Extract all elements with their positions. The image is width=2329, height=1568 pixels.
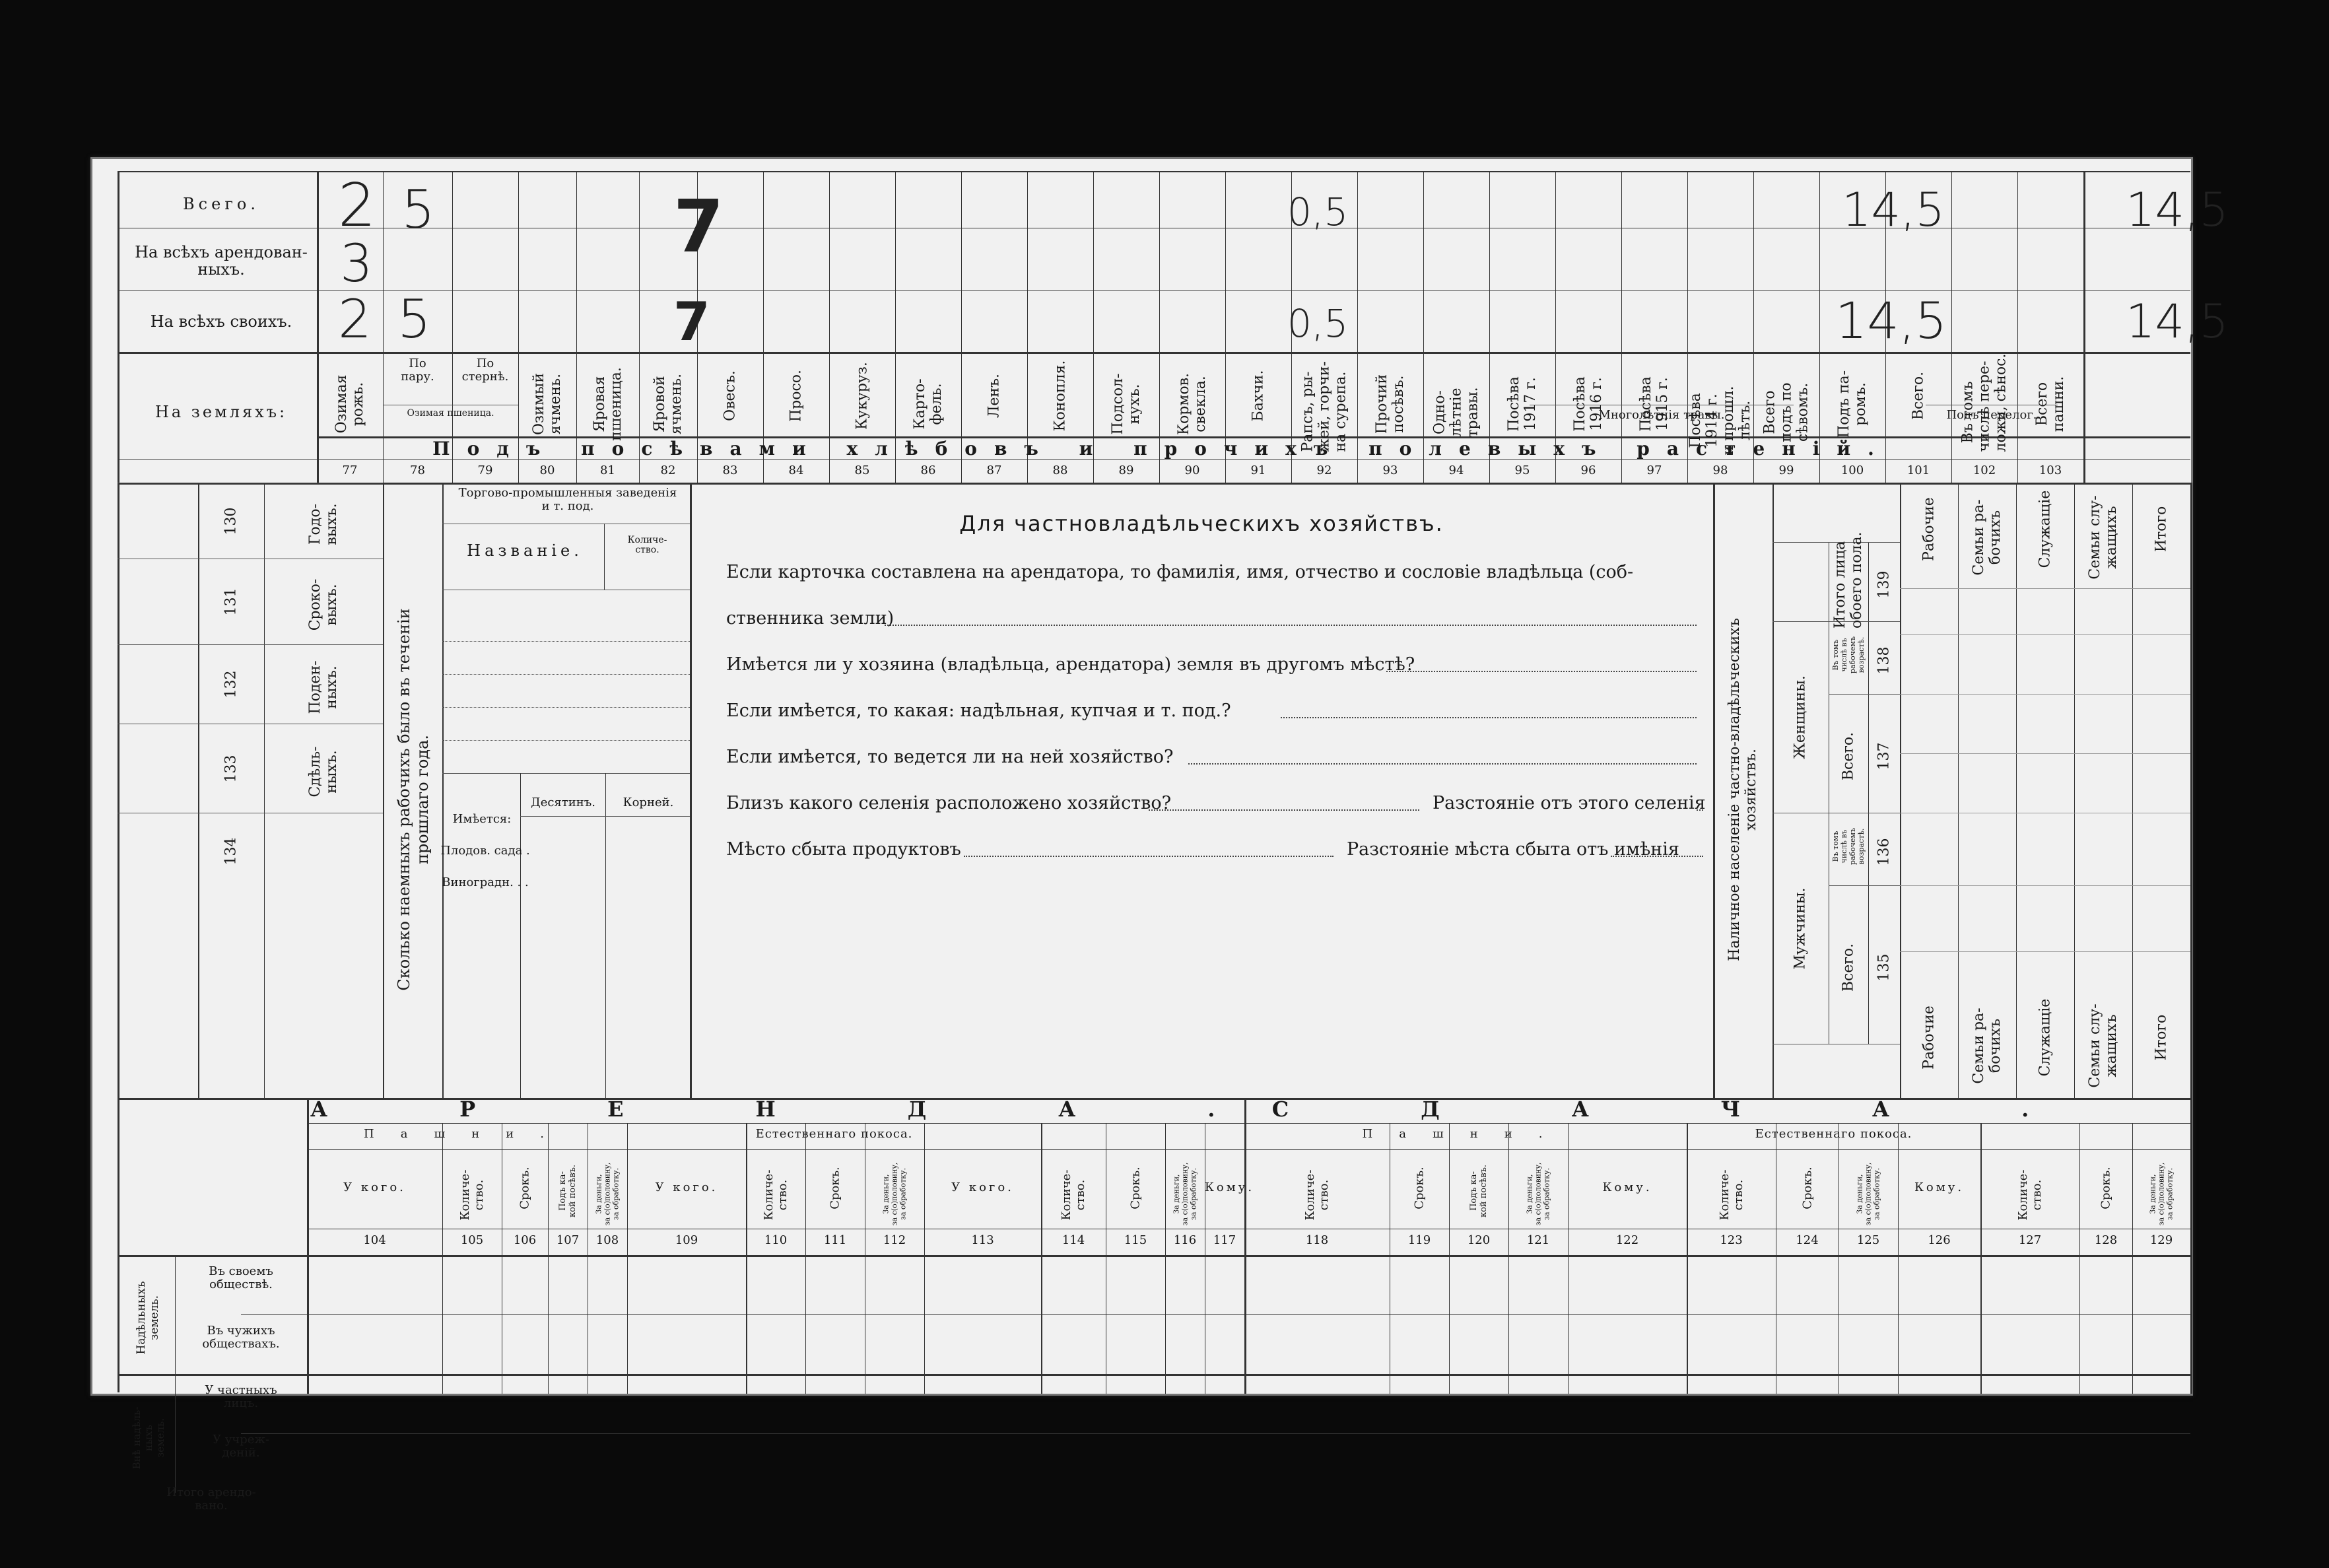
trade-title: Торгово-промышленныя заведенія и т. под. [458, 486, 677, 513]
hw-total-sum: 14,5 [1842, 183, 1945, 237]
col-num-84: 84 [788, 463, 804, 477]
bottom-head-u-kogo-0: У кого. [343, 1180, 406, 1194]
col-label-102: Въ томъ числѣ пере- ложи, сѣнос. [1959, 353, 2009, 452]
mnogoletnie: Многолѣтнія травы. [1598, 408, 1725, 422]
col-num-103: 103 [2039, 463, 2062, 477]
pop-vsego-w: Всего. [1840, 732, 1857, 781]
bottom-num-111: 111 [823, 1233, 847, 1247]
bottom-num-115: 115 [1124, 1233, 1147, 1247]
hw-own-sum: 14,5 [1835, 291, 1947, 350]
worker-num-132: 132 [222, 670, 240, 699]
col-label-94: Одно- лѣтніе травы. [1431, 387, 1481, 438]
bottom-head-za-dengi-25: За деньги, за с(о)половину, за обработку. [2148, 1162, 2175, 1226]
bottom-line [1980, 1123, 1982, 1394]
bottom-head-pod-kakoi-3: Подъ ка- кой посѣвъ. [558, 1164, 578, 1218]
bottom-head-kolvo-6: Количе- ство. [762, 1169, 790, 1221]
pop-num-137: 137 [1875, 742, 1893, 770]
col-line [383, 171, 384, 483]
worker-label-132: Поден- ныхъ. [307, 660, 340, 714]
bottom-line [548, 1123, 549, 1394]
pop-col-bot-4: Итого [2153, 1014, 2170, 1061]
ozimaya-pshenitsa: Озимая пшеница. [407, 408, 494, 419]
col-num-102: 102 [1973, 463, 1996, 477]
pop-vtom-w: Въ томъ числѣ въ рабочемъ возрастѣ. [1831, 636, 1866, 674]
hired-workers-caption: Сколько наемныхъ рабочихъ было въ теченіи прошлаго года. [395, 608, 432, 991]
bottom-head-srok-2: Срокъ. [518, 1167, 532, 1210]
col-line [1093, 171, 1094, 483]
col-line [1357, 171, 1358, 483]
private-q5: Близъ какого селенія расположено хозяйство? [726, 793, 1172, 813]
bottom-num-129: 129 [2149, 1233, 2173, 1247]
sad-label: Плодов. сада . [440, 844, 530, 858]
bottom-num-108: 108 [595, 1233, 619, 1247]
bottom-head-komu-18: Кому. [1602, 1180, 1652, 1194]
private-q2: Имѣется ли у хозяина (владѣльца, арендатора) земля въ другомъ мѣстѣ? [726, 654, 1415, 675]
bottom-head-kolvo-19: Количе- ство. [1717, 1169, 1745, 1221]
col-num-95: 95 [1514, 463, 1530, 477]
bottom-num-112: 112 [883, 1233, 906, 1247]
col-line [2083, 171, 2085, 483]
pop-line [1900, 694, 2190, 695]
pop-line [1900, 588, 2190, 589]
worker-label-131: Сроко- выхъ. [307, 578, 340, 631]
pop-num-135: 135 [1875, 953, 1893, 982]
hw-own-rye: 2 [338, 289, 372, 350]
crops-banner: Подъ посѣвами хлѣбовъ и прочихъ полевыхъ растеній. [432, 438, 1891, 460]
private-q6b: Разстояніе мѣста сбыта отъ имѣнія [1347, 839, 1679, 860]
col-num-97: 97 [1646, 463, 1662, 477]
private-q1: Если карточка составлена на арендатора, то фамилія, имя, отчество и сословіе владѣльца (соб- [726, 562, 1634, 582]
pop-line [1958, 483, 1959, 1098]
bottom-num-122: 122 [1615, 1233, 1639, 1247]
pop-women: Женщины. [1792, 675, 1809, 759]
bottom-num-119: 119 [1407, 1233, 1431, 1247]
col-label-81: Яровая пшеница. [591, 367, 624, 441]
bottom-head-kolvo-1: Количе- ство. [458, 1169, 486, 1221]
pop-vtom-m: Въ томъ числѣ въ рабочемъ возрастѣ. [1831, 827, 1866, 866]
col-num-85: 85 [854, 463, 870, 477]
col-label-101: Всего. [1910, 371, 1927, 421]
col-label-87: Ленъ. [986, 373, 1003, 419]
col-num-86: 86 [920, 463, 936, 477]
bottom-head-za-dengi-17: За деньги, за с(о)половину, за обработку. [1525, 1162, 1551, 1226]
pop-line [1900, 885, 2190, 886]
col-num-100: 100 [1840, 463, 1864, 477]
row-label-own: На всѣхъ своихъ. [150, 312, 292, 331]
col-line [639, 171, 640, 483]
arenda-header: АРЕНДА. [310, 1097, 1347, 1122]
pop-line [1900, 634, 2190, 635]
bottom-num-113: 113 [971, 1233, 994, 1247]
col-line [1621, 171, 1622, 483]
bottom-head-komu-22: Кому. [1914, 1180, 1965, 1194]
hw-total-pashnya: 14,5 [2126, 183, 2229, 237]
bottom-num-106: 106 [513, 1233, 537, 1247]
bottom-line [1898, 1123, 1899, 1394]
col-label-77: Озимая рожь. [333, 374, 366, 434]
col-label-83: Овесъ. [722, 370, 739, 421]
private-q4: Если имѣется, то ведется ли на ней хозяйство? [726, 747, 1174, 767]
bottom-num-110: 110 [764, 1233, 788, 1247]
bottom-head-srok-24: Срокъ. [2099, 1167, 2113, 1210]
bottom-group-1: Естественнаго покоса. [755, 1127, 913, 1141]
bottom-line [1041, 1123, 1042, 1394]
col-line [961, 171, 962, 483]
census-card [90, 157, 2229, 1513]
col-label-103: Всего пашни. [2034, 376, 2067, 432]
col-num-93: 93 [1382, 463, 1398, 477]
bottom-line [2132, 1123, 2133, 1394]
bottom-head-kolvo-10: Количе- ство. [1060, 1169, 1087, 1221]
col-label-93: Прочий посѣвъ. [1374, 374, 1407, 434]
col-line [452, 171, 453, 483]
bottom-num-116: 116 [1173, 1233, 1197, 1247]
col-num-99: 99 [1778, 463, 1794, 477]
private-q5b: Разстояніе отъ этого селенія [1433, 793, 1706, 813]
bottom-head-komu-13: Кому. [1205, 1180, 1255, 1194]
bottom-head-u-kogo-9: У кого. [951, 1180, 1014, 1194]
col-num-81: 81 [600, 463, 615, 477]
pop-line [2190, 483, 2192, 1098]
col-num-77: 77 [342, 463, 358, 477]
private-title: Для частновладѣльческихъ хозяйствъ. [959, 511, 1444, 536]
bottom-head-kolvo-23: Количе- ство. [2016, 1169, 2044, 1221]
bottom-num-104: 104 [363, 1233, 386, 1247]
bottom-group-3: Естественнаго покоса. [1755, 1127, 1912, 1141]
bottom-line [1244, 1123, 1246, 1394]
bottom-num-114: 114 [1062, 1233, 1085, 1247]
col-line [1555, 171, 1556, 483]
pop-itogo: Итого лица обоего пола. [1832, 531, 1865, 629]
hw-total-barley: 7 [673, 184, 724, 269]
bottom-line [805, 1123, 806, 1394]
col-num-101: 101 [1907, 463, 1930, 477]
col-label-100: Подъ па- ромъ. [1836, 370, 1869, 438]
pop-col-top-4: Итого [2153, 506, 2170, 553]
col-label-91: Бахчи. [1250, 370, 1267, 422]
bottom-num-121: 121 [1526, 1233, 1550, 1247]
col-line [1027, 171, 1028, 483]
sdacha-header: СДАЧА. [1271, 1097, 2161, 1122]
bottom-line [1449, 1123, 1450, 1394]
bottom-num-109: 109 [675, 1233, 698, 1247]
col-line [829, 171, 830, 483]
bottom-num-105: 105 [460, 1233, 484, 1247]
bottom-head-za-dengi-21: За деньги, за с(о)половину, за обработку. [1855, 1162, 1881, 1226]
col-line [1819, 171, 1820, 483]
worker-num-133: 133 [222, 755, 240, 782]
col-num-79: 79 [477, 463, 493, 477]
bottom-num-128: 128 [2094, 1233, 2118, 1247]
na-zemlyakh-label: На земляхъ: [154, 403, 288, 421]
bottom-num-107: 107 [556, 1233, 580, 1247]
bottom-num-125: 125 [1856, 1233, 1880, 1247]
col-num-89: 89 [1118, 463, 1134, 477]
col-num-90: 90 [1184, 463, 1200, 477]
col-line [1951, 171, 1952, 483]
bottom-num-120: 120 [1467, 1233, 1491, 1247]
col-label-85: Кукуруз. [854, 362, 871, 430]
col-line [2017, 171, 2018, 483]
worker-num-131: 131 [222, 588, 240, 616]
bottom-head-u-kogo-5: У кого. [655, 1180, 718, 1194]
pop-col-bot-3: Семьи слу- жащихъ [2087, 1004, 2120, 1088]
pop-line [1900, 951, 2190, 952]
bottom-num-126: 126 [1928, 1233, 1951, 1247]
hw-own-pashnya: 14,5 [2126, 294, 2229, 349]
bottom-num-124: 124 [1796, 1233, 1819, 1247]
vne-nadel-label: Внѣ надѣль- ныхъ земель. [131, 1406, 166, 1470]
col-line [1753, 171, 1754, 483]
hw-rented-rye: 3 [340, 234, 373, 294]
pop-line [2016, 483, 2017, 1098]
col-line [518, 171, 519, 483]
bottom-line [1568, 1123, 1569, 1394]
bottom-head-srok-20: Срокъ. [1800, 1167, 1814, 1210]
bottom-head-za-dengi-4: За деньги, за с(о)половину, за обработку. [594, 1162, 621, 1226]
worker-num-134: 134 [222, 837, 240, 865]
worker-num-130: 130 [222, 507, 240, 535]
col-label-90: Кормов. свекла. [1176, 372, 1209, 436]
pop-line [1868, 542, 1869, 1044]
hw-total-rye: 2 [338, 171, 376, 240]
pop-men: Мужчины. [1792, 887, 1809, 970]
col-line [763, 171, 764, 483]
private-q1b: ственника земли) [726, 608, 894, 629]
col-num-96: 96 [1580, 463, 1596, 477]
col-label-99: Всего подъ по сѣвомъ. [1761, 382, 1811, 442]
col-num-91: 91 [1250, 463, 1266, 477]
row-label-total: Всего. [183, 195, 259, 213]
worker-line [118, 644, 383, 645]
bottom-num-123: 123 [1720, 1233, 1743, 1247]
bottom-line [442, 1123, 443, 1394]
col-line [895, 171, 896, 483]
bottom-head-za-dengi-8: За деньги, за с(о)половину, за обработку. [881, 1162, 908, 1226]
pop-col-bot-1: Семьи ра- бочихъ [1971, 1007, 2004, 1084]
bottom-line [1508, 1123, 1509, 1394]
row-itogo: Итого арендо- вано. [166, 1485, 256, 1513]
bottom-num-127: 127 [2018, 1233, 2042, 1247]
pop-col-top-2: Служащіе [2037, 490, 2054, 568]
col-num-94: 94 [1448, 463, 1464, 477]
row-chastnykh: У частныхъ лицъ. [205, 1383, 277, 1410]
col-label-78: По пару. [401, 357, 434, 384]
hw-own-para: 5 [397, 289, 431, 350]
col-num-98: 98 [1712, 463, 1728, 477]
pop-col-bot-0: Рабочие [1920, 1006, 1938, 1070]
pod-perelog: Подъ перелог. [1946, 408, 2037, 422]
pop-num-138: 138 [1875, 646, 1893, 675]
col-line [1159, 171, 1160, 483]
bottom-head-za-dengi-12: За деньги, за с(о)половину, за обработку. [1172, 1162, 1198, 1226]
private-q6: Мѣсто сбыта продуктовъ [726, 839, 961, 860]
bottom-line [627, 1123, 628, 1394]
hw-total-para: 5 [401, 179, 435, 240]
bottom-line [2190, 1098, 2192, 1394]
col-line [1423, 171, 1424, 483]
col-num-78: 78 [410, 463, 425, 477]
pop-col-top-1: Семьи ра- бочихъ [1971, 499, 2004, 576]
desyatin-header: Десятинъ. [531, 796, 595, 809]
pop-vsego-m: Всего. [1840, 943, 1857, 992]
vinograd-label: Виноградн. . . [442, 875, 529, 889]
col-num-83: 83 [722, 463, 738, 477]
col-num-87: 87 [986, 463, 1002, 477]
hw-own-bakhchi: 0,5 [1287, 301, 1349, 346]
col-label-96: Посѣва 1916 г. [1572, 376, 1605, 432]
korney-header: Корней. [623, 796, 674, 809]
hw-own-barley: 7 [673, 291, 710, 353]
bottom-group-0: Пашни. [364, 1127, 570, 1141]
bottom-line [2079, 1123, 2080, 1394]
pop-col-top-0: Рабочие [1920, 497, 1938, 561]
row-label-rented: На всѣхъ арендован- ныхъ. [135, 243, 308, 279]
bottom-line [1165, 1123, 1166, 1394]
col-line [317, 171, 319, 483]
bottom-head-srok-15: Срокъ. [1412, 1167, 1427, 1210]
col-label-84: Просо. [788, 369, 805, 423]
col-label-89: Подсол- нухъ. [1110, 373, 1143, 435]
bottom-head-srok-7: Срокъ. [828, 1167, 842, 1210]
col-label-80: Озимый ячмень. [531, 373, 564, 435]
col-num-88: 88 [1052, 463, 1068, 477]
row-svoem: Въ своемъ обществѣ. [209, 1264, 273, 1291]
pop-col-bot-2: Служащіе [2037, 998, 2054, 1077]
bottom-head-kolvo-14: Количе- ство. [1303, 1169, 1331, 1221]
col-num-92: 92 [1316, 463, 1332, 477]
bottom-num-118: 118 [1305, 1233, 1329, 1247]
bottom-line [746, 1123, 747, 1394]
population-caption: Наличное населеніе частно-владѣльческихъ хозяйствъ. [1726, 618, 1759, 961]
bottom-head-srok-11: Срокъ. [1128, 1167, 1143, 1210]
nadel-label: Надѣльныхъ земель. [135, 1281, 161, 1355]
col-label-88: Конопля. [1052, 360, 1069, 432]
pop-col-top-3: Семьи слу- жащихъ [2087, 495, 2120, 580]
bottom-num-117: 117 [1213, 1233, 1236, 1247]
col-label-97: Посѣва 1915 г. [1638, 376, 1671, 432]
private-q3: Если имѣется, то какая: надѣльная, купчая и т. под.? [726, 700, 1231, 721]
imeetsya-label: Имѣется: [452, 812, 512, 826]
row-uchrezh: У учреж- деній. [212, 1433, 270, 1460]
pop-line [2132, 483, 2133, 1098]
col-label-95: Посѣва 1917 г. [1506, 376, 1539, 432]
bottom-head-pod-kakoi-16: Подъ ка- кой посѣвъ. [1469, 1164, 1489, 1218]
worker-label-130: Годо- выхъ. [307, 502, 340, 545]
col-num-80: 80 [539, 463, 555, 477]
trade-qty-header: Количе- ство. [627, 535, 667, 556]
col-line [576, 171, 577, 483]
pop-line [1900, 483, 1901, 1098]
col-label-92: Рапсъ, ры- жей, горчи- на сурепа. [1299, 361, 1349, 452]
bottom-line [1687, 1123, 1688, 1394]
col-label-79: По стернѣ. [461, 357, 509, 384]
row-chuzhikh: Въ чужихъ обществахъ. [202, 1324, 280, 1351]
col-label-86: Карто- фель. [912, 378, 945, 430]
col-label-82: Яровой ячмень. [652, 373, 685, 435]
col-num-82: 82 [660, 463, 676, 477]
worker-label-133: Сдѣль- ныхъ. [307, 745, 340, 798]
col-line [1225, 171, 1226, 483]
col-label-98: Посѣва 1914 г. и прошл. лѣтъ. [1687, 386, 1753, 456]
pop-num-136: 136 [1875, 838, 1893, 866]
pop-line [1900, 753, 2190, 754]
pop-num-139: 139 [1875, 570, 1893, 599]
trade-name-header: Названіе. [467, 541, 583, 560]
pop-line [2074, 483, 2075, 1098]
col-line [1489, 171, 1490, 483]
hw-total-bakhchi: 0,5 [1287, 189, 1349, 234]
bottom-group-2: Пашни. [1362, 1127, 1569, 1141]
bottom-line [924, 1123, 925, 1394]
